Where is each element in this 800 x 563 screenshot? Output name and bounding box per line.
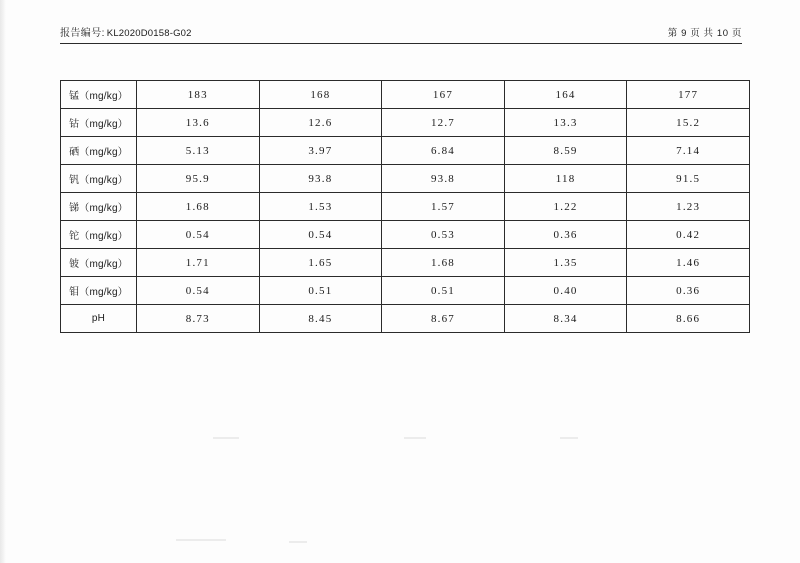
row-value: 1.23 bbox=[627, 193, 750, 221]
row-value: 95.9 bbox=[137, 165, 260, 193]
row-value: 177 bbox=[627, 81, 750, 109]
table-row bbox=[61, 221, 750, 249]
row-value: 8.67 bbox=[382, 305, 505, 333]
row-value: 118 bbox=[504, 165, 627, 193]
row-value: 168 bbox=[259, 81, 382, 109]
row-value: 0.40 bbox=[504, 277, 627, 305]
row-value: 0.51 bbox=[259, 277, 382, 305]
row-value: 0.51 bbox=[382, 277, 505, 305]
table-row bbox=[61, 165, 750, 193]
row-parameter: 钒（mg/kg） bbox=[61, 165, 137, 193]
table-row bbox=[61, 249, 750, 277]
scan-artifact bbox=[213, 437, 239, 439]
scan-artifact bbox=[176, 539, 226, 541]
row-value: 12.7 bbox=[382, 109, 505, 137]
row-value: 1.65 bbox=[259, 249, 382, 277]
row-value: 3.97 bbox=[259, 137, 382, 165]
scan-artifact bbox=[404, 437, 426, 439]
page-header bbox=[60, 24, 742, 44]
row-value: 1.53 bbox=[259, 193, 382, 221]
scan-artifact bbox=[289, 541, 307, 543]
row-value: 6.84 bbox=[382, 137, 505, 165]
results-table-body bbox=[61, 81, 750, 333]
table-row bbox=[61, 81, 750, 109]
row-value: 5.13 bbox=[137, 137, 260, 165]
row-value: 1.71 bbox=[137, 249, 260, 277]
row-parameter: 钴（mg/kg） bbox=[61, 109, 137, 137]
row-value: 167 bbox=[382, 81, 505, 109]
row-value: 0.54 bbox=[137, 277, 260, 305]
row-parameter: 锑（mg/kg） bbox=[61, 193, 137, 221]
row-value: 8.73 bbox=[137, 305, 260, 333]
report-number-block bbox=[60, 24, 192, 39]
page-indicator: 第 9 页 共 10 页 bbox=[667, 28, 742, 39]
row-value: 0.54 bbox=[137, 221, 260, 249]
row-parameter: 硒（mg/kg） bbox=[61, 137, 137, 165]
row-parameter: 锰（mg/kg） bbox=[61, 81, 137, 109]
scan-edge-shadow bbox=[0, 0, 6, 563]
row-parameter: pH bbox=[61, 305, 137, 333]
results-table bbox=[60, 80, 750, 333]
row-value: 1.22 bbox=[504, 193, 627, 221]
row-value: 183 bbox=[137, 81, 260, 109]
row-value: 1.68 bbox=[382, 249, 505, 277]
row-value: 8.66 bbox=[627, 305, 750, 333]
scan-artifact bbox=[560, 437, 578, 439]
report-number-label: 报告编号: bbox=[60, 28, 105, 39]
report-number-value: KL2020D0158-G02 bbox=[106, 28, 192, 39]
row-value: 0.36 bbox=[627, 277, 750, 305]
row-value: 91.5 bbox=[627, 165, 750, 193]
row-value: 13.3 bbox=[504, 109, 627, 137]
row-value: 13.6 bbox=[137, 109, 260, 137]
row-value: 0.53 bbox=[382, 221, 505, 249]
row-value: 0.42 bbox=[627, 221, 750, 249]
row-parameter: 钼（mg/kg） bbox=[61, 277, 137, 305]
row-value: 12.6 bbox=[259, 109, 382, 137]
row-parameter: 铊（mg/kg） bbox=[61, 221, 137, 249]
row-value: 7.14 bbox=[627, 137, 750, 165]
row-value: 8.59 bbox=[504, 137, 627, 165]
row-value: 164 bbox=[504, 81, 627, 109]
row-value: 1.46 bbox=[627, 249, 750, 277]
row-parameter: 铍（mg/kg） bbox=[61, 249, 137, 277]
row-value: 1.68 bbox=[137, 193, 260, 221]
row-value: 93.8 bbox=[382, 165, 505, 193]
table-row bbox=[61, 137, 750, 165]
row-value: 8.34 bbox=[504, 305, 627, 333]
row-value: 1.35 bbox=[504, 249, 627, 277]
row-value: 93.8 bbox=[259, 165, 382, 193]
row-value: 15.2 bbox=[627, 109, 750, 137]
row-value: 0.36 bbox=[504, 221, 627, 249]
row-value: 0.54 bbox=[259, 221, 382, 249]
row-value: 8.45 bbox=[259, 305, 382, 333]
table-row bbox=[61, 193, 750, 221]
row-value: 1.57 bbox=[382, 193, 505, 221]
table-row bbox=[61, 277, 750, 305]
table-row bbox=[61, 109, 750, 137]
table-row bbox=[61, 305, 750, 333]
